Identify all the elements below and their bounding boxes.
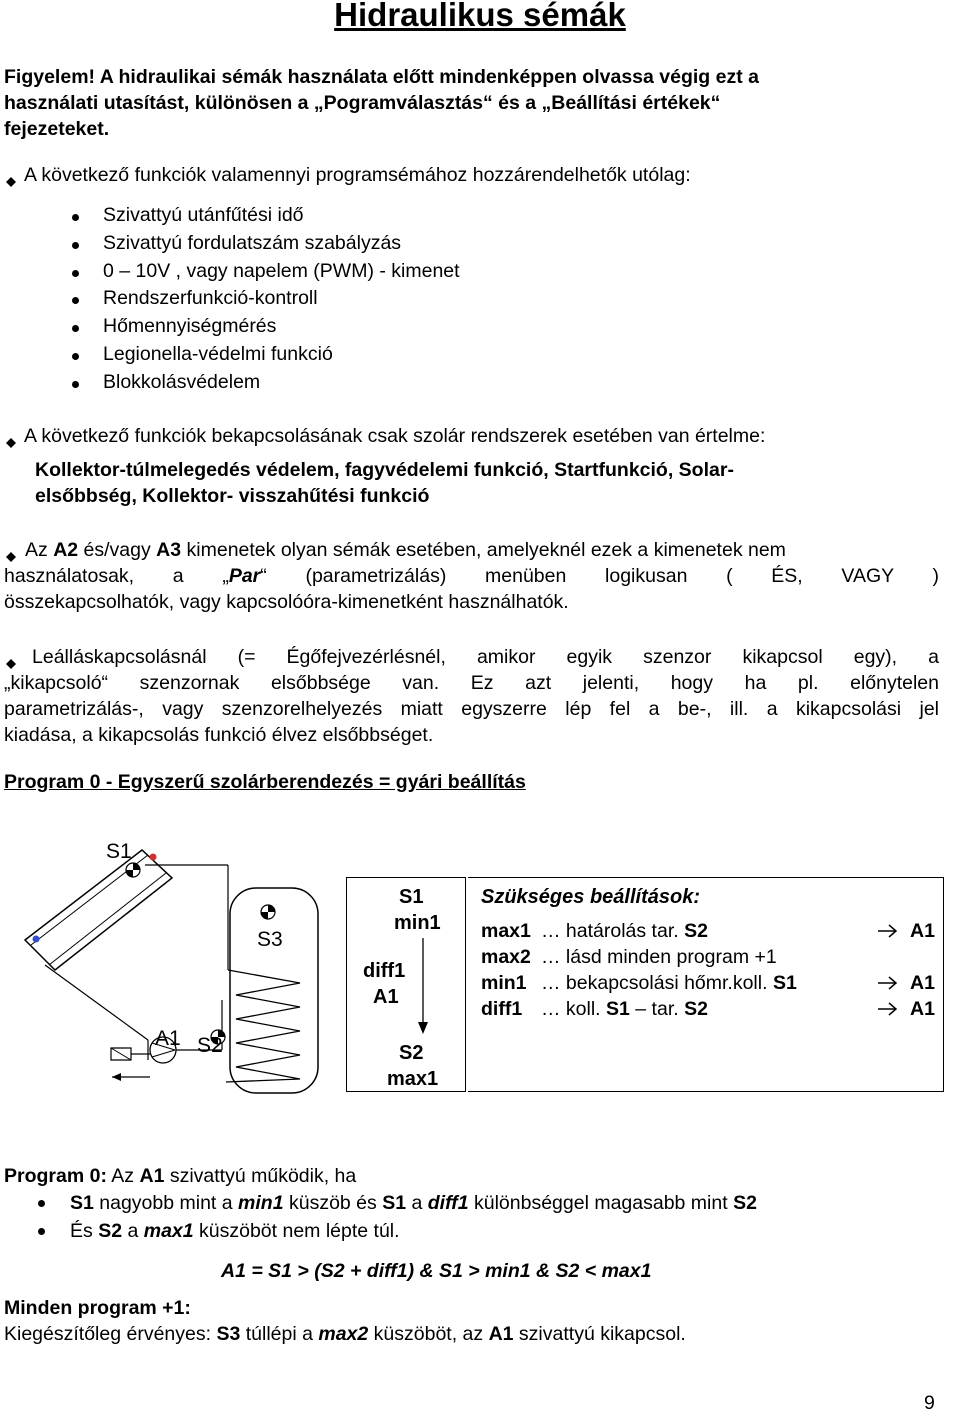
program0-bullet: És S2 a max1 küszöböt nem lépte túl. <box>70 1220 400 1242</box>
diagram-label-s3: S3 <box>257 928 283 951</box>
box-diff1: diff1 <box>363 960 406 982</box>
minden-heading: Minden program +1: <box>4 1297 191 1319</box>
diagram-label-a1: A1 <box>155 1027 181 1050</box>
box-max1: max1 <box>387 1068 439 1090</box>
settings-row: min1 … bekapcsolási hőmr.koll. S1 <box>481 972 797 994</box>
output-arrow <box>878 922 900 946</box>
output-arrow <box>878 1000 900 1024</box>
page-number: 9 <box>924 1392 935 1414</box>
box-a1: A1 <box>373 986 399 1008</box>
warning-line: fejezeteket. <box>4 118 110 140</box>
diagram-label-s2: S2 <box>197 1034 223 1057</box>
valve-icon <box>111 1048 150 1060</box>
bullet-dot <box>38 1228 45 1235</box>
output-label: A1 <box>910 972 935 994</box>
settings-title: Szükséges beállítások: <box>481 886 700 908</box>
right-arrow-icon <box>878 922 900 940</box>
section2-bold-line: elsőbbség, Kollektor- visszahűtési funkció <box>35 485 430 507</box>
output-label: A1 <box>910 998 935 1020</box>
list-item: Hőmennyiségmérés <box>0 315 700 343</box>
bullet-dot <box>38 1200 45 1207</box>
warning-text <box>4 64 924 142</box>
sensor-s1-icon <box>126 863 140 877</box>
section4-line: kiadása, a kikapcsolás funkció élvez elsőbbséget. <box>4 724 434 746</box>
diamond-bullet-icon <box>6 431 16 454</box>
box-min1: min1 <box>394 912 441 934</box>
parameter-box <box>346 877 466 1092</box>
program0-line: Program 0: Az A1 szivattyú működik, ha <box>4 1165 357 1187</box>
settings-box <box>468 877 944 1092</box>
flow-arrow-icon <box>112 1073 150 1081</box>
list-item: Szivattyú fordulatszám szabályzás <box>0 232 700 260</box>
box-s2: S2 <box>399 1042 424 1064</box>
list-item: Rendszerfunkció-kontroll <box>0 287 700 315</box>
solar-collector-icon <box>25 850 172 970</box>
page-title: Hidraulikus sémák <box>334 0 626 33</box>
settings-row: max1 … határolás tar. S2 <box>481 920 708 942</box>
storage-tank <box>226 888 318 1093</box>
output-arrow <box>878 974 900 998</box>
list-item: Legionella-védelmi funkció <box>0 343 700 371</box>
sensor-s3-icon <box>261 905 275 919</box>
list-item: 0 – 10V , vagy napelem (PWM) - kimenet <box>0 260 700 288</box>
settings-row: diff1 … koll. S1 – tar. S2 <box>481 998 708 1020</box>
right-arrow-icon <box>878 1000 900 1018</box>
down-arrow-icon <box>417 938 429 1034</box>
program0-bullet: S1 nagyobb mint a min1 küszöb és S1 a diff1 különbséggel magasabb mint S2 <box>70 1192 757 1214</box>
section3-line: Az A2 és/vagy A3 kimenetek olyan sémák esetében, amelyeknél ezek a kimenetek nem <box>25 539 786 561</box>
function-list <box>0 204 700 399</box>
section3-line: összekapcsolhatók, vagy kapcsolóóra-kimenetként használhatók. <box>4 591 569 613</box>
minden-line: Kiegészítőleg érvényes: S3 túllépi a max2 küszöböt, az A1 szivattyú kikapcsol. <box>4 1323 686 1345</box>
section3-line: használatosak, a „Par“ (parametrizálás) menüben logikusan ( ÉS, VAGY ) <box>4 565 939 587</box>
list-item: Szivattyú utánfűtési idő <box>0 204 700 232</box>
diagram-label-s1: S1 <box>106 840 132 863</box>
section4-line: „kikapcsoló“ szenzornak elsőbbsége van. Ez azt jelenti, hogy ha pl. előnytelen <box>4 672 939 694</box>
warning-line: Figyelem! A hidraulikai sémák használata előtt mindenképpen olvassa végig ezt a <box>4 66 759 88</box>
program0-formula: A1 = S1 > (S2 + diff1) & S1 > min1 & S2 < max1 <box>221 1260 652 1282</box>
section2-intro: A következő funkciók bekapcsolásának csak szolár rendszerek esetében van értelme: <box>24 425 766 447</box>
diamond-bullet-icon <box>6 170 16 193</box>
section1-intro: A következő funkciók valamennyi programsémához hozzárendelhetők utólag: <box>24 164 691 186</box>
list-item: Blokkolásvédelem <box>0 371 700 399</box>
box-s1: S1 <box>399 886 424 908</box>
section4-line: Leálláskapcsolásnál (= Égőfejvezérlésnél, amikor egyik szenzor kikapcsol egy), a <box>32 646 939 668</box>
right-arrow-icon <box>878 974 900 992</box>
settings-row: max2 … lásd minden program +1 <box>481 946 777 968</box>
warning-line: használati utasítást, különösen a „Pogramválasztás“ és a „Beállítási értékek“ <box>4 92 721 114</box>
section4-line: parametrizálás-, vagy szenzorelhelyezés miatt egyszerre lép fel a be-, ill. a kikapcsolási jel <box>4 698 939 720</box>
section2-bold-line: Kollektor-túlmelegedés védelem, fagyvédelemi funkció, Startfunkció, Solar- <box>35 459 734 481</box>
program-heading: Program 0 - Egyszerű szolárberendezés = gyári beállítás <box>4 771 526 793</box>
output-label: A1 <box>910 920 935 942</box>
